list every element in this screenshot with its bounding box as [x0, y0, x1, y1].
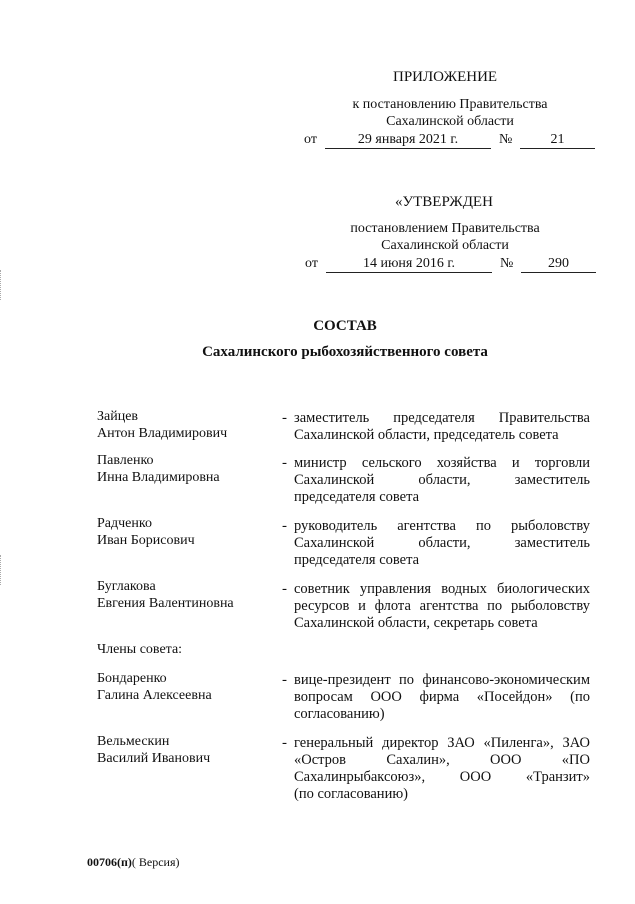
- member-position: [294, 672, 590, 723]
- member-position-line: вице-президент по финансово-экономическим: [294, 672, 590, 688]
- document-subtitle: Сахалинского рыбохозяйственного совета: [202, 344, 488, 360]
- member-position-line: (по согласованию): [294, 786, 408, 802]
- member-position-line: председателя совета: [294, 489, 420, 505]
- footer-version: [87, 855, 180, 869]
- approved-date: 14 июня 2016 г.: [326, 255, 492, 273]
- member-surname: Радченко: [97, 516, 152, 531]
- member-name: [97, 670, 277, 704]
- member-position-line: согласованию): [294, 706, 385, 722]
- member-given-names: Инна Владимировна: [97, 470, 220, 485]
- member-name: [97, 408, 277, 442]
- member-position: [294, 410, 590, 444]
- member-position-line: Сахалинской области, заместитель: [294, 472, 590, 488]
- member-position-line: заместитель председателя Правительства: [294, 410, 590, 426]
- member-given-names: Антон Владимирович: [97, 426, 228, 441]
- member-position-line: Сахалинской области, заместитель: [294, 535, 590, 551]
- approved-line-2: Сахалинской области: [381, 238, 509, 253]
- member-name: [97, 578, 277, 612]
- appendix-from-label: от: [304, 132, 317, 147]
- member-dash: -: [282, 518, 287, 534]
- member-name: [97, 733, 277, 767]
- document-title: СОСТАВ: [313, 318, 377, 334]
- member-position-line: министр сельского хозяйства и торговли: [294, 455, 590, 471]
- member-name: [97, 452, 277, 486]
- member-position-line: Сахалинской области, председатель совета: [294, 427, 559, 443]
- member-dash: -: [282, 581, 287, 597]
- member-position: [294, 455, 590, 506]
- member-position-line: Сахалинрыбаксоюз», ООО «Транзит»: [294, 769, 590, 785]
- member-given-names: Галина Алексеевна: [97, 688, 212, 703]
- member-surname: Зайцев: [97, 409, 139, 424]
- member-given-names: Василий Иванович: [97, 751, 211, 766]
- appendix-date: 29 января 2021 г.: [325, 131, 491, 149]
- footer-version-label: ( Версия): [131, 855, 180, 869]
- member-position: [294, 735, 590, 803]
- appendix-number: 21: [520, 131, 595, 149]
- member-position-line: «Остров Сахалин», ООО «ПО: [294, 752, 590, 768]
- member-given-names: Иван Борисович: [97, 533, 195, 548]
- member-dash: -: [282, 672, 287, 688]
- approved-number: 290: [521, 255, 596, 273]
- approved-number-label: №: [500, 256, 514, 271]
- member-position-line: вопросам ООО фирма «Посейдон» (по: [294, 689, 590, 705]
- member-dash: -: [282, 735, 287, 751]
- member-surname: Павленко: [97, 453, 154, 468]
- member-position-line: ресурсов и флота агентства по рыболовству: [294, 598, 590, 614]
- member-position-line: Сахалинской области, секретарь совета: [294, 615, 538, 631]
- member-dash: -: [282, 455, 287, 471]
- appendix-line-2: Сахалинской области: [386, 114, 514, 129]
- appendix-title: ПРИЛОЖЕНИЕ: [393, 69, 498, 85]
- approved-line-1: постановлением Правительства: [350, 221, 540, 236]
- council-members-label: Члены совета:: [97, 642, 183, 657]
- member-position-line: генеральный директор ЗАО «Пиленга», ЗАО: [294, 735, 590, 751]
- approved-from-label: от: [305, 256, 318, 271]
- member-given-names: Евгения Валентиновна: [97, 596, 234, 611]
- member-position-line: председателя совета: [294, 552, 420, 568]
- member-position: [294, 581, 590, 632]
- member-position-line: руководитель агентства по рыболовству: [294, 518, 590, 534]
- member-name: [97, 515, 277, 549]
- appendix-number-label: №: [499, 132, 513, 147]
- footer-code: 00706(п): [87, 855, 132, 869]
- scan-edge-mark: [0, 270, 4, 300]
- member-dash: -: [282, 410, 287, 426]
- member-surname: Бондаренко: [97, 671, 167, 686]
- member-surname: Вельмескин: [97, 734, 170, 749]
- member-position: [294, 518, 590, 569]
- scan-edge-mark: [0, 555, 4, 585]
- member-position-line: советник управления водных биологических: [294, 581, 590, 597]
- approved-title: «УТВЕРЖДЕН: [395, 194, 493, 210]
- member-surname: Буглакова: [97, 579, 156, 594]
- appendix-line-1: к постановлению Правительства: [352, 97, 548, 112]
